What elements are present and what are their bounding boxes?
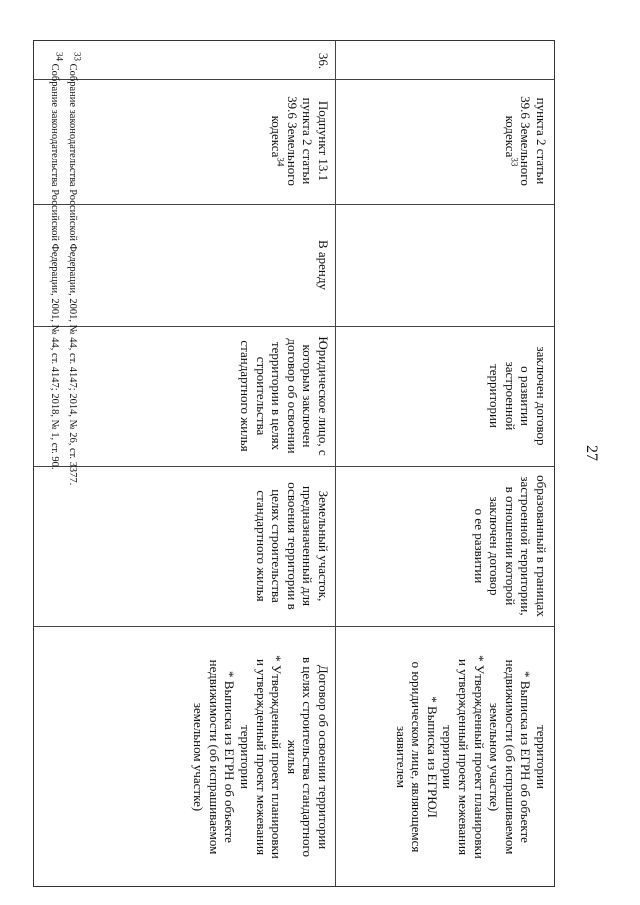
plot-line: предназначенный для xyxy=(300,486,316,606)
use-type-cell xyxy=(315,207,331,323)
cont-docs-line: * Выписка из ЕГРН об объекте xyxy=(518,671,534,843)
article-line: 39.6 Земельного xyxy=(284,96,300,186)
docs-line: земельном участке) xyxy=(191,702,207,812)
footnote-mark: 33 xyxy=(72,52,83,61)
tenant-cell xyxy=(237,329,331,463)
plot-line: целях строительства xyxy=(269,489,285,603)
cont-plot-cell xyxy=(471,468,549,624)
cont-plot-line: о ее развитии xyxy=(471,508,487,584)
tenant-line: договор об освоении xyxy=(284,338,300,454)
requirements-table xyxy=(33,40,555,887)
cont-docs-line: * Выписка из ЕГРЮЛ xyxy=(424,696,440,818)
cont-plot-line: образованный в границах xyxy=(534,475,549,617)
docs-line: * Утвержденный проект планировки xyxy=(269,655,285,859)
docs-line: и утвержденный проект межевания xyxy=(253,658,269,856)
cont-docs-line: заявителем xyxy=(393,726,409,788)
tenant-line: Юридическое лицо, с xyxy=(316,336,331,456)
cont-article-line: 39.6 Земельного xyxy=(518,96,534,186)
article-line: кодекса xyxy=(269,115,285,158)
docs-line: в целях строительства стандартного xyxy=(300,657,316,857)
tenant-line: которым заключен xyxy=(300,344,316,448)
cont-docs-line: * Утвержденный проект планировки xyxy=(471,655,487,859)
cont-docs-cell xyxy=(393,628,549,886)
plot-line: Земельный участок, xyxy=(316,490,331,602)
tenant-line: строительства xyxy=(253,356,269,436)
cont-docs-line: территории xyxy=(534,725,549,789)
plot-line: стандартного жилья xyxy=(253,490,269,602)
row-number-text: 36. xyxy=(316,52,331,70)
tenant-line: территории в целях xyxy=(269,341,285,451)
footnote xyxy=(49,52,65,470)
cont-article-cell xyxy=(502,81,549,201)
docs-line: недвижимости (об испрашиваемом xyxy=(206,659,222,855)
cont-tenant-line: территории xyxy=(487,364,503,428)
cont-docs-line: территории xyxy=(440,725,456,789)
footnote-ref: 33 xyxy=(509,157,520,167)
cont-article-line: кодекса xyxy=(502,115,518,158)
docs-line: территории xyxy=(238,725,254,789)
cont-tenant-line: заключен договор xyxy=(534,346,549,446)
cont-article-line: пункта 2 статьи xyxy=(534,97,549,185)
row-divider xyxy=(335,41,336,886)
docs-line: Договор об освоении территории xyxy=(316,664,331,850)
cont-tenant-cell xyxy=(487,329,549,463)
cont-plot-line: в отношении которой xyxy=(502,486,518,606)
row-number xyxy=(315,45,331,77)
docs-line: * Выписка из ЕГРН об объекте xyxy=(222,671,238,843)
cont-docs-line: недвижимости (об испрашиваемом xyxy=(502,659,518,855)
docs-cell xyxy=(191,628,331,886)
page-number: 27 xyxy=(583,445,600,461)
article-line: Подпункт 13.1 xyxy=(316,100,331,182)
cont-docs-line: и утвержденный проект межевания xyxy=(456,658,472,856)
footnote xyxy=(67,52,83,486)
column-divider xyxy=(34,204,554,205)
tenant-line: стандартного жилья xyxy=(238,340,254,452)
article-cell xyxy=(269,81,331,201)
use-type-text: В аренду xyxy=(316,239,331,291)
article-line: пункта 2 статьи xyxy=(300,97,316,185)
cont-tenant-line: застроенной xyxy=(502,361,518,431)
footnote-ref: 34 xyxy=(275,157,286,167)
cont-docs-line: земельном участке) xyxy=(487,702,503,812)
cont-plot-line: застроенной территории, xyxy=(518,476,534,616)
cont-plot-line: заключен договор xyxy=(487,496,503,596)
column-divider xyxy=(34,79,554,80)
footnote-text: Собрание законодательства Российской Федерации, 2001, № 44, ст. 4147; 2014, № 26, ст. 3377. xyxy=(67,63,78,486)
footnote-text: Собрание законодательства Российской Федерации, 2001, № 44, ст. 4147; 2018, № 1, ст. 90. xyxy=(49,63,60,470)
plot-line: освоения территории в xyxy=(284,482,300,610)
column-divider xyxy=(34,326,554,327)
footnote-mark: 34 xyxy=(54,52,65,61)
cont-tenant-line: о развитии xyxy=(518,366,534,426)
docs-line: жилья xyxy=(284,739,300,775)
plot-cell xyxy=(253,468,331,624)
column-divider xyxy=(34,466,554,467)
cont-docs-line: о юридическом лице, являющемся xyxy=(409,661,425,853)
column-divider xyxy=(34,626,554,627)
